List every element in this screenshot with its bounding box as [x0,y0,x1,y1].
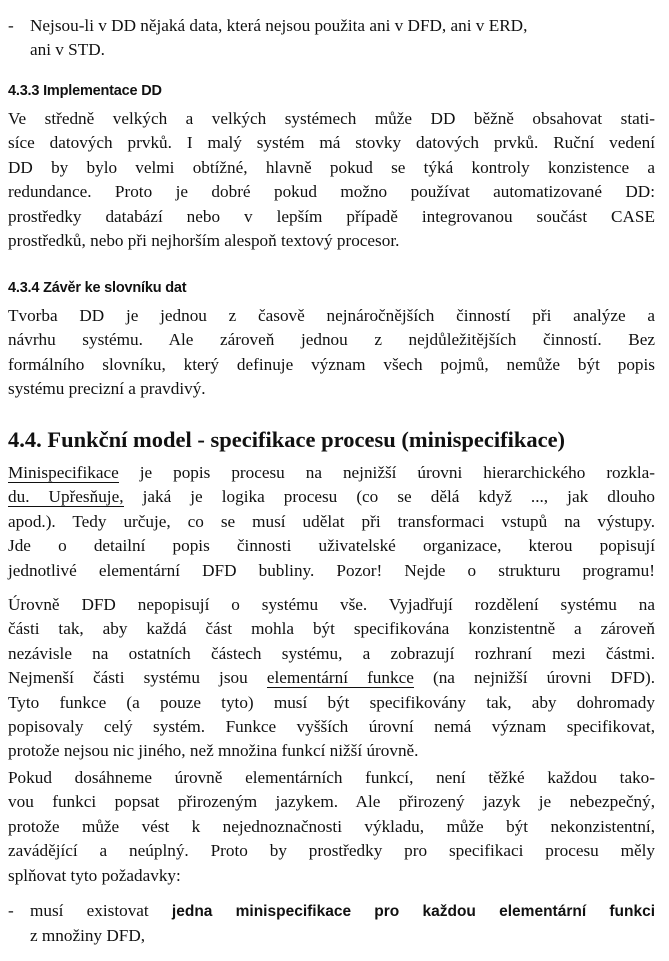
text-line: části tak, aby každá část mohla být specifikována konzistentně a zároveň [8,619,655,639]
text-line: formálního slovníku, který definuje význam všech pojmů, nemůže být popis [8,354,655,374]
paragraph-zaver [8,304,655,402]
text-line: Nejmenší části systému jsou elementární funkce (na nejnižší úrovni DFD). [8,668,656,688]
text-line: nezávisle na ostatních částech systému, a zobrazují rozhraní mezi částmi. [8,643,655,663]
text-line: Úrovně DFD nepopisují o systému vše. Vyjadřují rozdělení systému na [8,595,655,614]
text-line: Pokud dosáhneme úrovně elementárních funkcí, není těžké každou tako- [8,768,655,787]
text-line: návrhu systému. Ale zároveň jednou z nejdůležitějších činností. Bez [8,330,655,350]
text-line: systému precizní a pravdivý. [8,379,206,399]
section-heading-4-3-3: 4.3.3 Implementace DD [8,83,162,99]
text-line: apod.). Tedy určuje, co se musí udělat při transformaci vstupů na výstupy. [8,511,655,531]
text-line: musí existovat jedna minispecifikace pro každou elementární funkci [30,901,655,920]
bullet-dash: - [8,16,14,35]
text-line: ani v STD. [30,40,105,60]
text-line: DD by bylo velmi obtížné, hlavně pokud se týká kontroly konzistence a [8,157,655,177]
text-line: Nejsou-li v DD nějaká data, která nejsou použita ani v DFD, ani v ERD, [30,16,528,35]
text-line: z množiny DFD, [30,926,146,946]
text-line: prostředky databází nebo v lepším případě integrovanou součást CASE [8,206,655,226]
paragraph-minispecifikace [8,461,655,583]
paragraph-implementace [8,107,655,253]
text-line: jednotlivé elementární DFD bubliny. Pozor! Nejde o strukturu programu! [8,560,655,580]
text-line: zavádějící a neúplný. Proto by prostředky pro specifikaci procesu měly [8,841,655,861]
bold-phrase: jedna minispecifikace pro každou elementární funkci [171,903,655,920]
text-line: Jde o detailní popis činnosti uživatelské organizace, kterou popisují [8,536,655,556]
bullet-item [8,14,655,63]
text-line: prostředků, nebo při nejhorším alespoň textový procesor. [8,231,400,251]
bullet-item [8,899,655,949]
underlined-term: Minispecifikace [8,463,119,482]
paragraph-urovne-dfd [8,593,655,764]
text-line: síce datových prvků. I malý systém má stovky datových prvků. Ruční vedení [8,133,655,153]
text-line: popisovaly celý systém. Funkce vyšších úrovní nemá význam specifikovat, [8,717,655,737]
text-line: protože nejsou nic jiného, než množina funkcí nižší úrovně. [8,741,419,761]
text-line: Tvorba DD je jednou z časově nejnáročnějších činností při analýze a [8,306,655,325]
text-line: splňovat tyto požadavky: [8,865,181,885]
text-line: protože může vést k nejednoznačnosti výkladu, může být nekonzistentní, [8,816,655,836]
section-heading-4-3-4: 4.3.4 Závěr ke slovníku dat [8,280,187,296]
underlined-term: elementární funkce [266,668,414,688]
text-line: vou funkci popsat přirozeným jazykem. Ale přirozený jazyk je nebezpečný, [8,792,655,812]
bullet-dash: - [8,901,14,920]
text-line: Minispecifikace je popis procesu na nejnižší úrovni hierarchického rozkla- [8,463,655,482]
text-line: du. Upřesňuje, jaká je logika procesu (co se dělá když ..., jak dlouho [8,487,656,507]
text-line: redundance. Proto je dobré pokud možno používat automatizované DD: [8,182,655,202]
text-line: Ve středně velkých a velkých systémech může DD běžně obsahovat stati- [8,109,655,128]
text-line: Tyto funkce (a pouze tyto) musí být specifikovány tak, aby dohromady [8,692,655,712]
section-heading-4-4: 4.4. Funkční model - specifikace procesu (minispecifikace) [8,427,566,452]
paragraph-prirozeny-jazyk [8,766,655,888]
